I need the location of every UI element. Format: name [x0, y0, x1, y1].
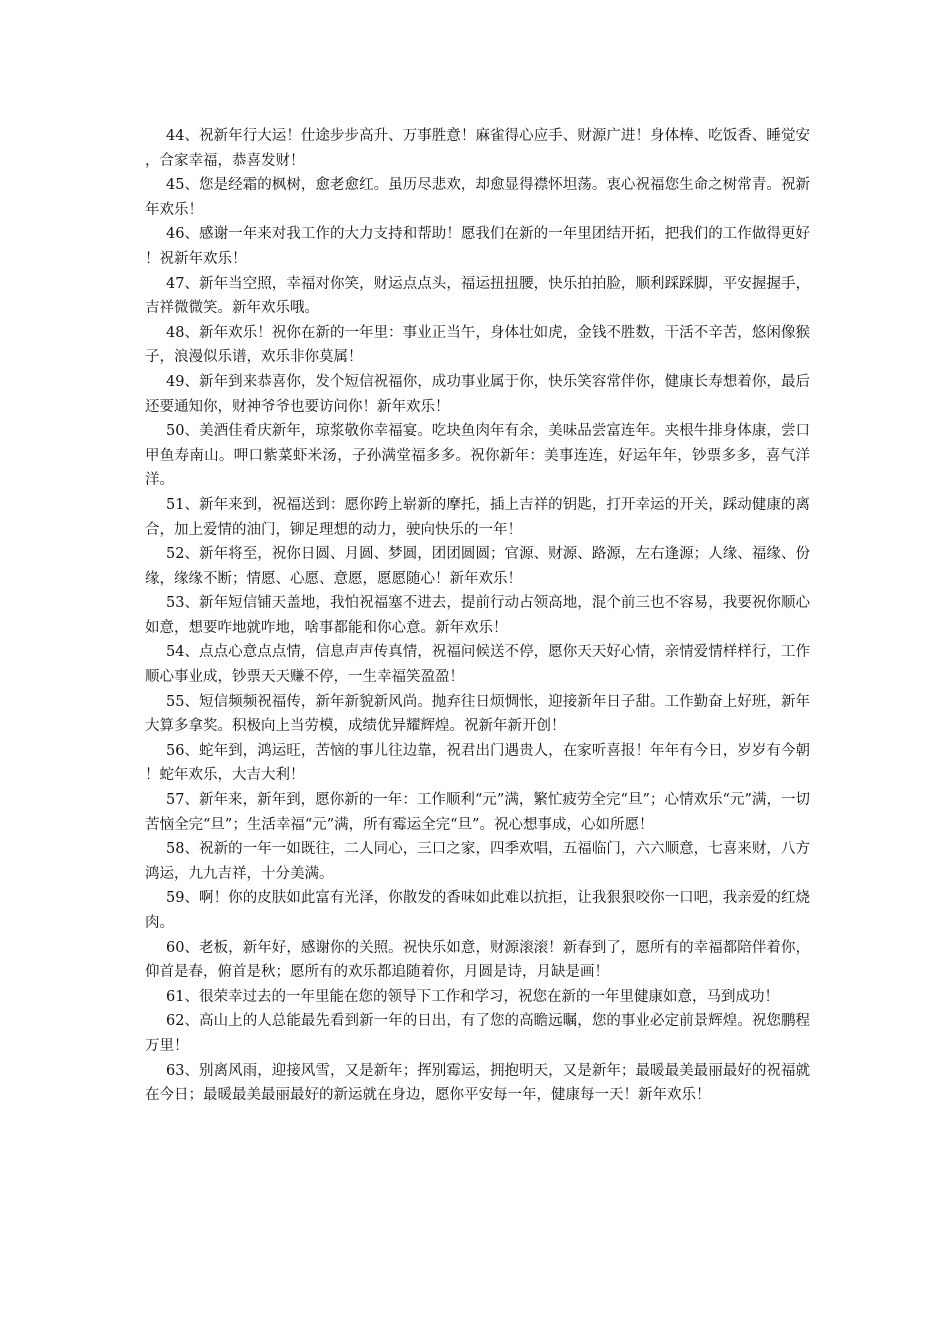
paragraph-52: 52、新年将至，祝你日圆、月圆、梦圆，团团圆圆；官源、财源、路源，左右逢源；人缘、福缘、份缘，缘缘不断；情愿、心愿、意愿，愿愿随心！新年欢乐！ — [145, 546, 810, 587]
paragraph-58: 58、祝新的一年一如既往，二人同心，三口之家，四季欢唱，五福临门，六六顺意，七喜来财，八方鸿运，九九吉祥，十分美满。 — [145, 841, 810, 882]
paragraph-62: 62、高山上的人总能最先看到新一年的日出，有了您的高瞻远瞩，您的事业必定前景辉煌。祝您鹏程万里！ — [145, 1013, 810, 1054]
paragraph-48: 48、新年欢乐！祝你在新的一年里：事业正当午，身体壮如虎，金钱不胜数，干活不辛苦，悠闲像猴子，浪漫似乐谱，欢乐非你莫属！ — [145, 324, 810, 366]
paragraph-54: 54、点点心意点点情，信息声声传真情，祝福问候送不停，愿你天天好心情，亲情爱情样样行，工作顺心事业成，钞票天天赚不停，一生幸福笑盈盈！ — [145, 644, 810, 686]
paragraph-45: 45、您是经霜的枫树，愈老愈红。虽历尽悲欢，却愈显得襟怀坦荡。衷心祝福您生命之树常青。祝新年欢乐！ — [145, 177, 810, 218]
paragraph-51: 51、新年来到，祝福送到：愿你跨上崭新的摩托，插上吉祥的钥匙，打开幸运的开关，踩动健康的离合，加上爱情的油门，铆足理想的动力，驶向快乐的一年！ — [145, 496, 810, 538]
paragraph-57: 57、新年来，新年到，愿你新的一年：工作顺利“元”满，繁忙疲劳全完“旦”；心情欢乐“元”满，一切苦恼全完“旦”；生活幸福“元”满，所有霉运全完“旦”。祝心想事成，心如所愿！ — [145, 792, 810, 833]
paragraph-63: 63、别离风雨，迎接风雪，又是新年；挥别霉运，拥抱明天，又是新年；最暖最美最丽最好的祝福就在今日；最暖最美最丽最好的新运就在身边，愿你平安每一年，健康每一天！新年欢乐！ — [145, 1062, 810, 1104]
paragraph-59: 59、啊！你的皮肤如此富有光泽，你散发的香味如此难以抗拒，让我狠狠咬你一口吧，我亲爱的红烧肉。 — [145, 890, 810, 931]
paragraph-49: 49、新年到来恭喜你，发个短信祝福你，成功事业属于你，快乐笑容常伴你，健康长寿想着你，最后还要通知你，财神爷爷也要访问你！新年欢乐！ — [145, 373, 810, 415]
paragraph-46: 46、感谢一年来对我工作的大力支持和帮助！愿我们在新的一年里团结开拓，把我们的工作做得更好！祝新年欢乐！ — [145, 226, 810, 267]
document-body — [145, 124, 810, 1108]
paragraph-44: 44、祝新年行大运！仕途步步高升、万事胜意！麻雀得心应手、财源广进！身体棒、吃饭香、睡觉安，合家幸福，恭喜发财！ — [145, 128, 810, 169]
paragraph-61: 61、很荣幸过去的一年里能在您的领导下工作和学习，祝您在新的一年里健康如意，马到成功！ — [166, 988, 779, 1005]
paragraph-53: 53、新年短信铺天盖地，我怕祝福塞不进去，提前行动占领高地，混个前三也不容易，我要祝你顺心如意，想要咋地就咋地，啥事都能和你心意。新年欢乐！ — [145, 595, 810, 636]
paragraph-56: 56、蛇年到，鸿运旺，苦恼的事儿往边靠，祝君出门遇贵人，在家听喜报！年年有今日，岁岁有今朝！蛇年欢乐，大吉大利！ — [145, 742, 810, 784]
paragraph-55: 55、短信频频祝福传，新年新貌新风尚。抛弃往日烦惆怅，迎接新年日子甜。工作勤奋上好班，新年大算多拿奖。积极向上当劳模，成绩优异耀辉煌。祝新年新开创！ — [145, 693, 810, 735]
paragraph-47: 47、新年当空照，幸福对你笑，财运点点头，福运扭扭腰，快乐拍拍脸，顺利踩踩脚，平安握握手，吉祥微微笑。新年欢乐哦。 — [145, 275, 810, 317]
paragraph-50: 50、美酒佳肴庆新年，琼浆敬你幸福宴。吃块鱼肉年有余，美味品尝富连年。夹根牛排身体康，尝口甲鱼寿南山。呷口紫菜虾米汤，子孙满堂福多多。祝你新年：美事连连，好运年年，钞票多多，喜气洋洋。 — [145, 423, 810, 489]
paragraph-60: 60、老板，新年好，感谢你的关照。祝快乐如意，财源滚滚！新春到了，愿所有的幸福都陪伴着你，仰首是春，俯首是秋；愿所有的欢乐都追随着你，月圆是诗，月缺是画！ — [145, 939, 810, 981]
